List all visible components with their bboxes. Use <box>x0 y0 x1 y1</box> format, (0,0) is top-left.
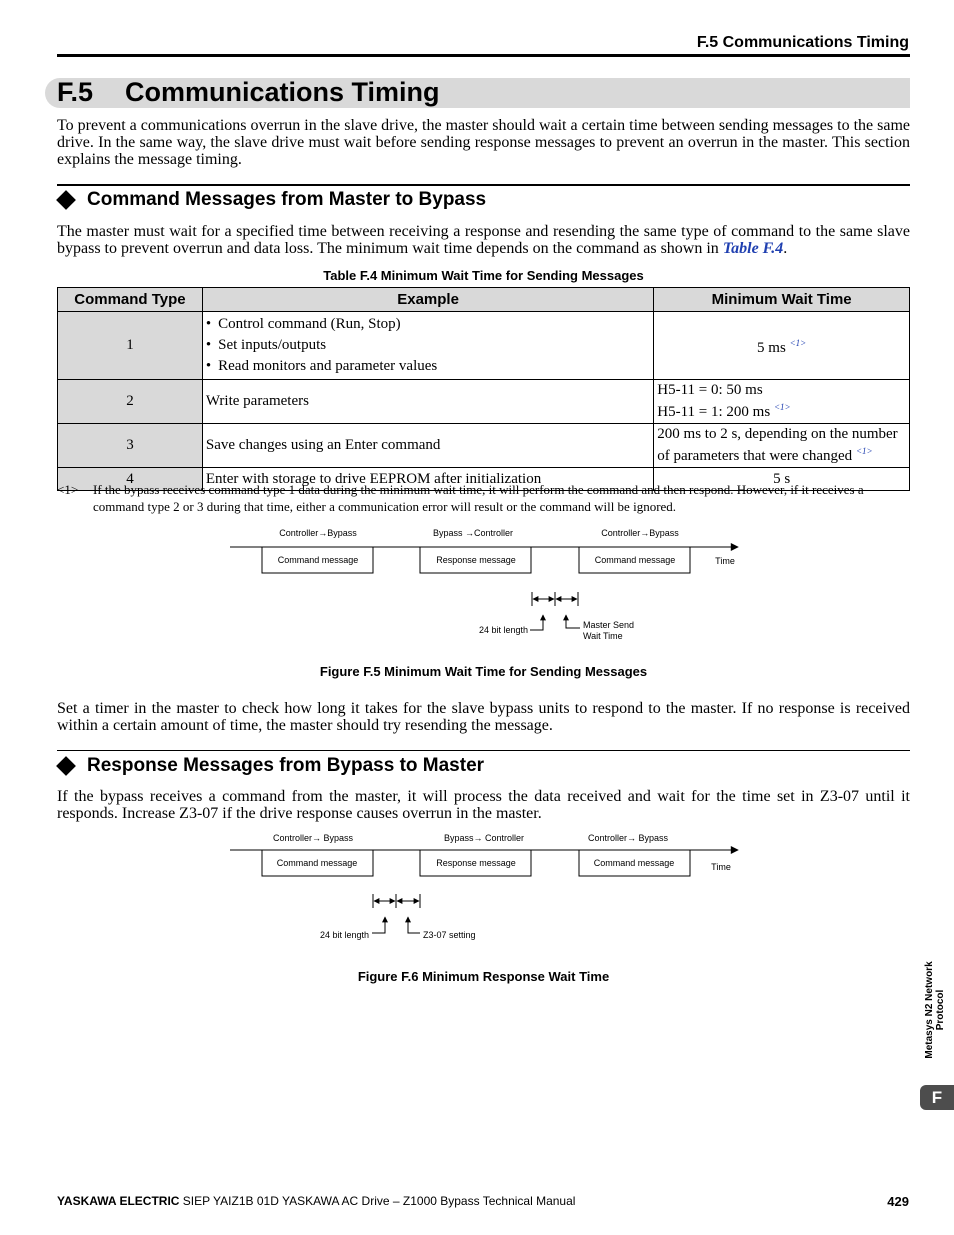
header-example: Example <box>202 288 653 312</box>
command-message-label: Command message <box>277 555 359 565</box>
table-header-row <box>58 288 910 312</box>
time-label: Time <box>711 862 731 872</box>
table-row <box>58 380 910 424</box>
example-item: • Set inputs/outputs <box>206 335 650 356</box>
side-tab-label <box>922 952 948 1067</box>
footnote-mark: <1> <box>57 482 79 497</box>
timer-paragraph: Set a timer in the master to check how long it takes for the slave bypass units to respond to the master. If no response is received within a certain amount of time, the master should try resending the message. <box>57 700 910 734</box>
table-caption: Table F.4 Minimum Wait Time for Sending Messages <box>323 268 644 283</box>
master-wait-label-2: Wait Time <box>583 631 623 641</box>
command-message-label: Command message <box>594 555 676 565</box>
subsection-title-1: Command Messages from Master to Bypass <box>87 189 487 210</box>
bit-length-label: 24 bit length <box>478 625 528 635</box>
wait-cell <box>654 424 910 468</box>
label-controller-to-bypass: Controller→ Bypass <box>272 833 354 843</box>
label-bypass-to-controller: Bypass→ Controller <box>443 833 525 843</box>
subsection-rule-2 <box>57 750 910 751</box>
example-cell: Save changes using an Enter command <box>202 424 653 468</box>
command-type-cell: 2 <box>58 380 203 424</box>
figure-f5-caption: Figure F.5 Minimum Wait Time for Sending Messages <box>319 664 648 679</box>
section-title: Communications Timing <box>125 77 440 107</box>
footnote-ref-link[interactable]: <1> <box>773 402 791 412</box>
header-rule <box>57 54 910 57</box>
example-cell: Write parameters <box>202 380 653 424</box>
subsection-heading-2 <box>57 755 484 777</box>
wait-pointer <box>566 615 580 628</box>
response-paragraph: If the bypass receives a command from the master, it will process the data received and wait for the time set in Z3-07 until it responds. Increase Z3-07 if the drive response causes overrun in the master. <box>57 788 910 822</box>
figure-f6-caption: Figure F.6 Minimum Response Wait Time <box>357 969 610 984</box>
response-message-label: Response message <box>436 555 516 565</box>
header-min-wait: Minimum Wait Time <box>654 288 910 312</box>
intro-paragraph: To prevent a communications overrun in the slave drive, the master should wait a certain time between sending messages to the same drive. In the same way, the slave drive must wait before sending response messages to prevent an overrun in the master. This section explains the message timing. <box>57 117 910 168</box>
table-row <box>58 424 910 468</box>
diamond-bullet-icon <box>56 190 76 210</box>
bit-length-pointer <box>372 917 385 933</box>
wait-cell <box>654 312 910 380</box>
command-paragraph-text: The master must wait for a specified time between receiving a response and resending the same type of command to the same slave bypass to prevent overrun and data loss. The minimum wait time depends on the command as shown in <box>57 223 910 257</box>
time-label: Time <box>715 556 735 566</box>
label-controller-to-bypass: Controller→Bypass <box>279 528 357 538</box>
example-item: • Read monitors and parameter values <box>206 356 650 377</box>
command-type-cell: 3 <box>58 424 203 468</box>
z3-07-setting-label: Z3-07 setting <box>423 930 476 940</box>
table-row <box>58 312 910 380</box>
figure-f6-diagram <box>0 825 954 945</box>
wait-line: H5-11 = 1: 200 ms <box>657 404 771 420</box>
footnote-text: If the bypass receives command type 1 data during the minimum wait time, it will perform the command and then respond. However, if it receives a command type 2 or 3 during that time, either a communication error will result or the command will be ignored. <box>93 482 864 514</box>
master-wait-label-1: Master Send <box>583 620 635 630</box>
wait-cell: 5 s <box>654 468 910 491</box>
wait-line: H5-11 = 0: 50 ms <box>657 382 763 398</box>
command-type-cell: 1 <box>58 312 203 380</box>
side-tab-line-1: Metasys N2 Network <box>924 960 935 1059</box>
table-footnote <box>57 481 910 515</box>
wait-value: 5 ms <box>757 339 786 356</box>
subsection-title-2: Response Messages from Bypass to Master <box>87 755 485 776</box>
header-command-type: Command Type <box>58 288 203 312</box>
wait-line: 200 ms to 2 s, depending on the number <box>657 426 898 442</box>
footer-text: SIEP YAIZ1B 01D YASKAWA AC Drive – Z1000 Bypass Technical Manual <box>179 1194 576 1208</box>
subsection-rule-1 <box>57 184 910 186</box>
subsection-heading-1 <box>57 189 486 211</box>
appendix-tab[interactable]: F <box>920 1085 954 1110</box>
footnote-ref-link[interactable]: <1> <box>789 337 807 348</box>
wait-line: of parameters that were changed <box>657 448 853 464</box>
running-head: F.5 Communications Timing <box>696 34 909 51</box>
response-message-label: Response message <box>436 858 516 868</box>
wait-cell <box>654 380 910 424</box>
command-message-label: Command message <box>593 858 675 868</box>
example-item: • Control command (Run, Stop) <box>206 314 650 335</box>
figure-f5-diagram <box>0 520 954 645</box>
footnote-ref-link[interactable]: <1> <box>855 446 873 456</box>
example-cell <box>202 312 653 380</box>
page-number: 429 <box>887 1194 909 1209</box>
diamond-bullet-icon <box>56 756 76 776</box>
command-message-label: Command message <box>276 858 358 868</box>
setting-pointer <box>408 917 420 933</box>
label-controller-to-bypass: Controller→ Bypass <box>587 833 669 843</box>
command-paragraph-end: . <box>783 240 788 257</box>
footer-brand: YASKAWA ELECTRIC <box>57 1194 180 1208</box>
wait-time-table <box>57 287 910 491</box>
label-bypass-to-controller: Bypass →Controller <box>432 528 514 538</box>
bit-length-label: 24 bit length <box>319 930 369 940</box>
bit-length-pointer <box>530 615 543 630</box>
command-type-cell: 4 <box>58 468 203 491</box>
side-tab-line-2: Protocol <box>935 989 946 1030</box>
table-reference-link[interactable]: Table F.4 <box>722 240 784 257</box>
command-paragraph <box>57 223 910 257</box>
footer <box>57 1194 575 1208</box>
example-cell: Enter with storage to drive EEPROM after initialization <box>202 468 653 491</box>
section-number: F.5 <box>57 77 94 107</box>
label-controller-to-bypass: Controller→Bypass <box>601 528 679 538</box>
